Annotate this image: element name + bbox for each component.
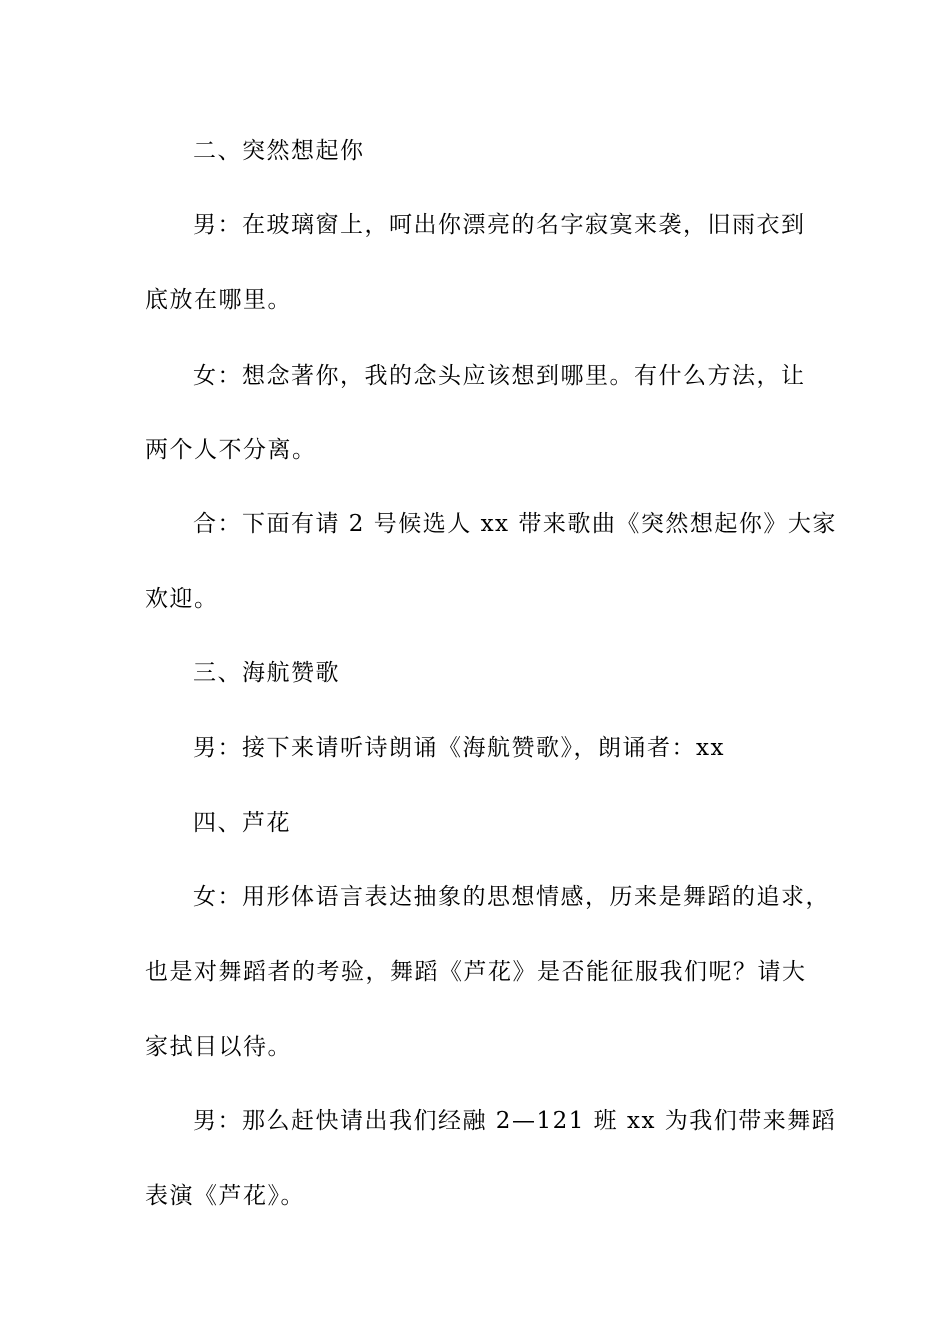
section-heading-3: 三、海航赞歌 — [193, 660, 340, 686]
paragraph-line: 也是对舞蹈者的考验，舞蹈《芦花》是否能征服我们呢？请大 — [145, 959, 807, 985]
paragraph-line: 男：在玻璃窗上，呵出你漂亮的名字寂寞来袭，旧雨衣到 — [193, 212, 806, 238]
paragraph-line: 男：那么赶快请出我们经融 2—121 班 xx 为我们带来舞蹈 — [193, 1108, 837, 1134]
paragraph-line: 表演《芦花》。 — [145, 1183, 305, 1209]
paragraph-line: 两个人不分离。 — [145, 437, 317, 463]
paragraph-line: 底放在哪里。 — [145, 287, 292, 313]
paragraph-line: 欢迎。 — [145, 586, 219, 612]
paragraph-line: 合：下面有请 2 号候选人 xx 带来歌曲《突然想起你》大家 — [193, 511, 837, 537]
paragraph-line: 女：想念著你，我的念头应该想到哪里。有什么方法，让 — [193, 363, 806, 389]
paragraph-line: 男：接下来请听诗朗诵《海航赞歌》，朗诵者：xx — [193, 735, 725, 761]
section-heading-4: 四、芦花 — [193, 810, 291, 836]
section-heading-2: 二、突然想起你 — [193, 138, 365, 164]
paragraph-line: 家拭目以待。 — [145, 1034, 292, 1060]
paragraph-line: 女：用形体语言表达抽象的思想情感，历来是舞蹈的追求， — [193, 884, 830, 910]
